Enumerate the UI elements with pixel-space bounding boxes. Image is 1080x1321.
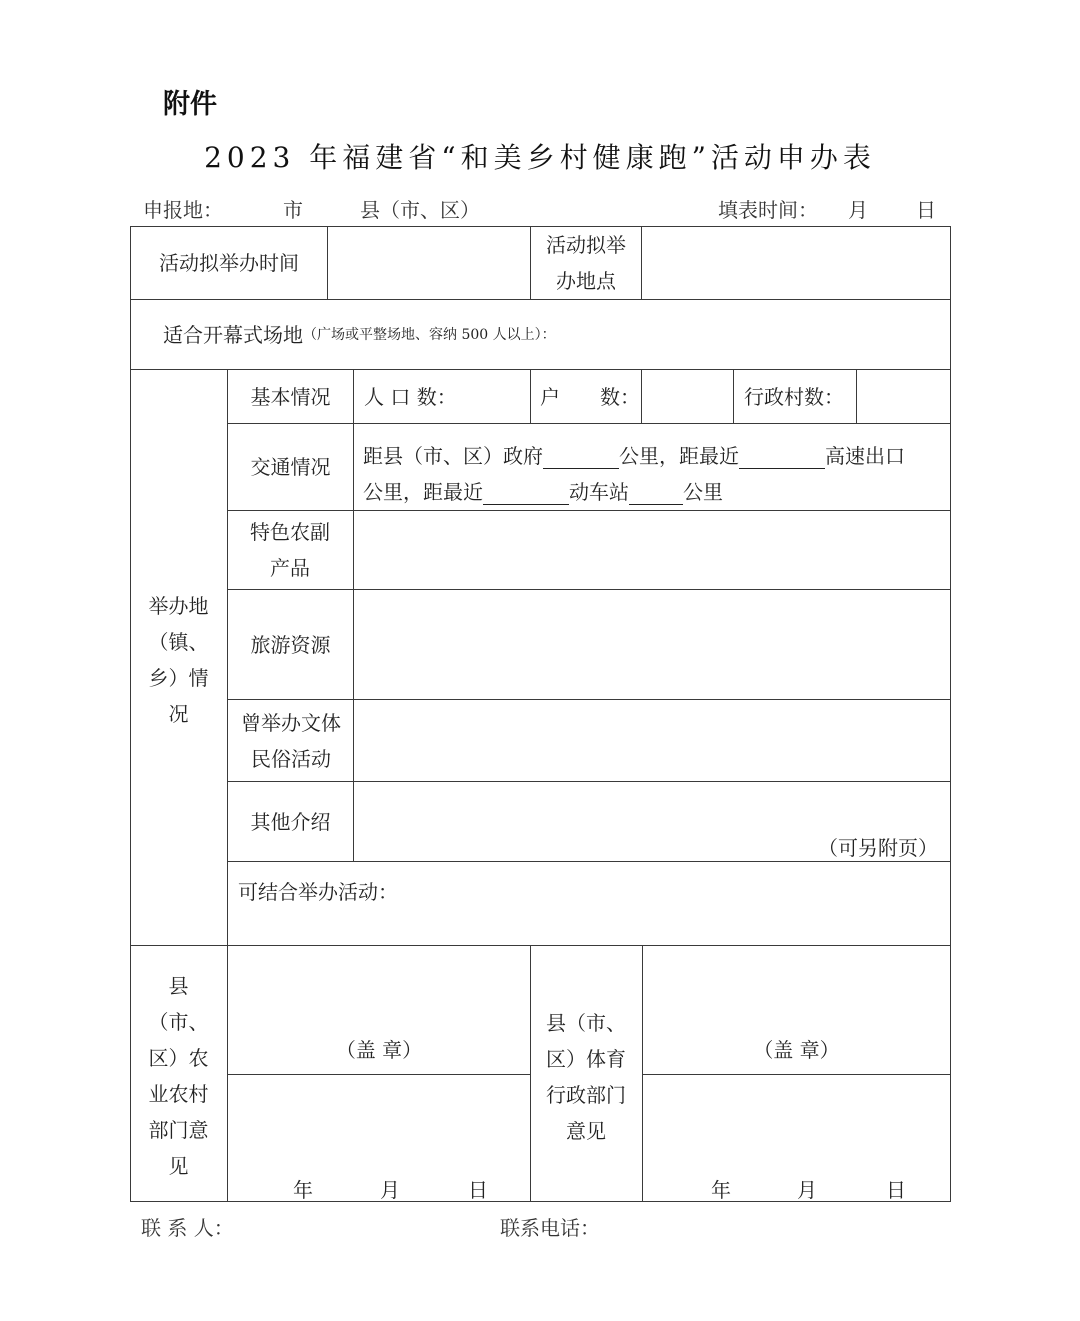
sports-dept-label: 县（市、区）体育行政部门意见 xyxy=(546,1011,626,1143)
traffic-part-3: 高速出口 xyxy=(825,444,905,468)
specialty-label: 特色农副产品 xyxy=(250,520,330,580)
report-place-label: 申报地： xyxy=(143,198,223,222)
traffic-label: 交通情况 xyxy=(250,455,331,479)
phone-label: 联系电话： xyxy=(500,1216,600,1240)
agri-year-label: 年 xyxy=(293,1178,313,1202)
households-label: 户 数： xyxy=(540,384,640,409)
past-events-field[interactable] xyxy=(354,700,950,781)
traffic-line-1[interactable] xyxy=(363,440,905,469)
sports-seal-label: （盖 章） xyxy=(753,1038,840,1062)
basic-info-label: 基本情况 xyxy=(250,384,331,409)
station-distance-blank[interactable] xyxy=(629,482,683,505)
activity-time-label: 活动拟举办时间 xyxy=(159,251,299,275)
nearest-expressway-blank[interactable] xyxy=(739,446,825,469)
agri-dept-label: 县（市、区）农业农村部门意见 xyxy=(148,974,209,1178)
past-events-label: 曾举办文体民俗活动 xyxy=(241,710,341,771)
page-title: 2023 年福建省“和美乡村健康跑”活动申办表 xyxy=(204,141,876,174)
other-note: （可另附页） xyxy=(818,836,938,860)
tourism-label: 旅游资源 xyxy=(250,632,331,657)
attachment-label: 附件 xyxy=(163,89,217,120)
activity-time-field[interactable] xyxy=(328,227,530,299)
distance-to-gov-blank[interactable] xyxy=(543,446,619,469)
traffic-part-2: 公里，距最近 xyxy=(619,444,739,468)
combined-activities-label: 可结合举办活动： xyxy=(238,880,398,904)
host-site-label: 举办地（镇、乡）情况 xyxy=(148,594,209,726)
specialty-field[interactable] xyxy=(354,511,950,589)
traffic-part-6: 公里 xyxy=(683,480,723,504)
fill-time-label: 填表时间： xyxy=(718,198,818,222)
city-label: 市 xyxy=(283,198,303,222)
county-label: 县（市、区） xyxy=(360,198,480,222)
venue-note: （广场或平整场地、容纳 500 人以上）： xyxy=(303,326,556,343)
agri-month-label: 月 xyxy=(380,1178,400,1202)
header-day-label: 日 xyxy=(916,198,936,222)
traffic-part-5: 动车站 xyxy=(569,480,629,504)
sports-year-label: 年 xyxy=(711,1178,731,1202)
activity-place-label: 活动拟举办地点 xyxy=(546,233,626,293)
nearest-station-blank[interactable] xyxy=(483,482,569,505)
contact-label: 联 系 人： xyxy=(141,1216,234,1240)
villages-label: 行政村数： xyxy=(744,384,844,409)
traffic-line-2[interactable] xyxy=(363,476,723,505)
tourism-field[interactable] xyxy=(354,590,950,699)
sports-month-label: 月 xyxy=(797,1178,817,1202)
traffic-part-1: 距县（市、区）政府 xyxy=(363,444,543,468)
venue-label: 适合开幕式场地 xyxy=(163,322,303,347)
activity-place-field[interactable] xyxy=(642,227,950,299)
sports-day-label: 日 xyxy=(886,1178,906,1202)
agri-seal-label: （盖 章） xyxy=(335,1038,423,1062)
other-intro-label: 其他介绍 xyxy=(250,809,331,834)
header-month-label: 月 xyxy=(848,198,868,222)
agri-day-label: 日 xyxy=(468,1178,488,1202)
population-label: 人 口 数： xyxy=(364,384,457,409)
traffic-part-4: 公里，距最近 xyxy=(363,480,483,504)
venue-row[interactable] xyxy=(163,300,923,369)
